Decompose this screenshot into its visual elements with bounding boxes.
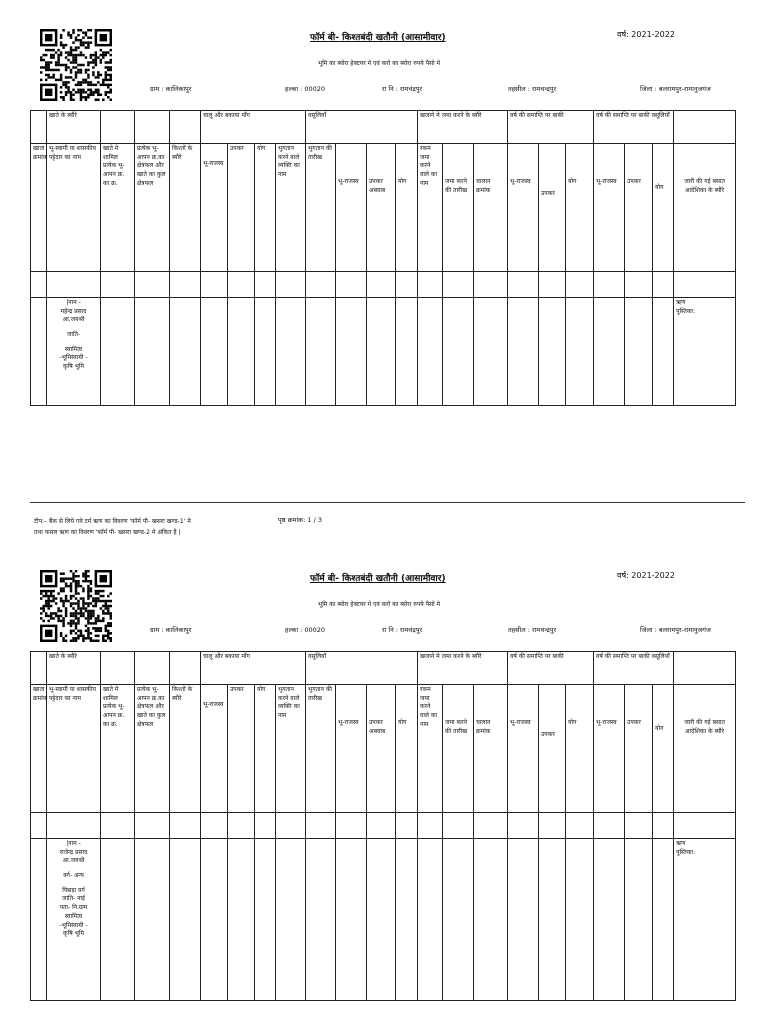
owner-details-cell — [47, 839, 101, 1001]
owner-line: -भूमिस्वामी - — [59, 921, 88, 929]
col-land-revenue: भू-राजस्व — [201, 685, 228, 813]
owner-line: |नाम - — [66, 299, 81, 306]
form-section — [0, 565, 768, 1025]
remarks-cell — [674, 298, 736, 406]
year-label: वर्ष: 2021-2022 — [617, 30, 675, 39]
remarks-line: पुस्तिका: — [676, 307, 695, 315]
col-depositor: रकम जमा करने वाले का नाम — [418, 685, 443, 813]
form-subtitle: भूमि का ब्योरा हेक्टयर मे एवं करो का ब्योरा रुपये पैसो मे — [318, 60, 441, 67]
col-rec-cess: उपकर अबवाब — [367, 685, 396, 813]
col-khata-no: खाता क्रमांक — [31, 685, 47, 813]
footnote-line-2: तथा फसल ऋण का विवरण 'फॉर्म पी- खसरा खण्ड-2 मे अंकित है | — [34, 529, 181, 537]
col-payment-date: भुगतान की तारीख — [306, 685, 336, 813]
col-plots: खाते मे शामिल प्रत्येक भू-आपन क्र. का क्र. — [101, 685, 135, 813]
owner-line: पता- नि.ग्राम — [59, 904, 88, 912]
group-khata-details: खाते के ब्यौरे — [47, 652, 101, 685]
col-plots: खाते मे शामिल प्रत्येक भू-आपन क्र. का क्र. — [101, 144, 135, 272]
form-subtitle: भूमि का ब्योरा हेक्टयर मे एवं करो का ब्योरा रुपये पैसो मे — [318, 601, 441, 608]
col-owner-name: भू-स्वामी या शासकीय पट्टेदार का नाम — [47, 144, 101, 272]
ra-ni-label: रा नि : रामचंद्रपुर — [382, 85, 423, 93]
col-rec-total: योग — [396, 685, 418, 813]
col-rec-total: योग — [396, 144, 418, 272]
owner-line: राजेन्द्र प्रसाद — [59, 848, 88, 856]
col-rec-land-revenue: भू-राजस्व — [336, 144, 367, 272]
table-row — [31, 839, 736, 1001]
khatauni-table — [30, 651, 736, 1001]
year-label: वर्ष: 2021-2022 — [617, 571, 675, 580]
col-area: प्रत्येक भू-आपन क्र.का क्षेत्रफल और खाते का कुल क्षेत्रफल — [135, 144, 170, 272]
group-current-demand: चालू और बकाया माँग — [201, 111, 306, 144]
owner-line: आ.जयश्री — [62, 857, 85, 865]
form-section — [0, 24, 768, 484]
group-recoveries: वसूलियाँ — [306, 111, 418, 144]
col-total: योग — [255, 144, 276, 272]
tehsil-label: तहसील : रामचन्द्रपुर — [508, 85, 557, 93]
remarks-line: ऋण — [676, 840, 686, 847]
col-rec2-cess: उपकर — [625, 144, 653, 272]
column-header-row — [31, 144, 736, 272]
owner-line: जाति- नाई — [62, 895, 85, 903]
col-area: प्रत्येक भू-आपन क्र.का क्षेत्रफल और खाते का कुल क्षेत्रफल — [135, 685, 170, 813]
col-depositor: रकम जमा करने वाले का नाम — [418, 144, 443, 272]
qr-code — [40, 29, 112, 101]
group-treasury-deposit: खजाने मे जमा करने के ब्यौरे — [418, 652, 508, 685]
owner-line: |नाम - — [66, 840, 81, 847]
col-rec-land-revenue: भू-राजस्व — [336, 685, 367, 813]
col-bal-total: योग — [566, 144, 594, 272]
page-divider — [30, 502, 745, 503]
col-bal-land-revenue: भू-राजस्व — [508, 144, 539, 272]
owner-line: आ.जयश्री — [62, 316, 85, 324]
owner-line: जाति- — [66, 331, 81, 339]
group-treasury-deposit: खजाने मे जमा करने के ब्यौरे — [418, 111, 508, 144]
col-bal-cess: उपकर — [539, 144, 566, 272]
col-cess: उपकर — [228, 144, 255, 272]
remarks-cell — [674, 839, 736, 1001]
owner-line: स्वामित्व — [64, 912, 83, 920]
spacer-row — [31, 813, 736, 839]
form-title: फॉर्म बी- किश्तबंदी खतौनी (आसामीवार) — [310, 33, 446, 43]
group-recoveries: वसूलियाँ — [306, 652, 418, 685]
owner-line: स्वामित्व — [64, 345, 83, 353]
halka-label: हल्का : 00020 — [285, 626, 326, 634]
footnote — [34, 516, 191, 539]
district-label: जिला : बलरामपुर-रामानुजगंज — [640, 85, 711, 93]
col-orders: जारी की गई बसात आदेशिका के ब्यौरे — [674, 685, 736, 813]
group-year-end-balance: वर्ष की समाप्ति पर बाकी — [508, 652, 594, 685]
village-label: ग्राम : कालिकापुर — [150, 626, 192, 634]
halka-label: हल्का : 00020 — [285, 85, 326, 93]
col-deposit-date: जमा करने की तारीख — [443, 685, 474, 813]
footnote-line-1: टीप:– बैंक से लिये गये टर्म ऋण का विवरण 'फॉर्म पी- खसरा खण्ड-1' मे — [34, 518, 191, 525]
col-challan-no: चालान क्रमांक — [474, 685, 508, 813]
col-cess: उपकर — [228, 685, 255, 813]
col-installments: किश्तों के ब्यौरे — [170, 685, 201, 813]
col-rec2-land-revenue: भू-राजस्व — [594, 685, 625, 813]
group-year-end-balance: वर्ष की समाप्ति पर बाकी — [508, 111, 594, 144]
col-khata-no: खाता क्रमांक — [31, 144, 47, 272]
col-rec2-cess: उपकर — [625, 685, 653, 813]
col-installments: किश्तों के ब्यौरे — [170, 144, 201, 272]
col-bal-cess: उपकर — [539, 685, 566, 813]
group-khata-details: खाते के ब्यौरे — [47, 111, 101, 144]
column-header-row — [31, 685, 736, 813]
col-payer-name: भुगतान करने वाले व्यक्ति का नाम — [276, 144, 306, 272]
col-rec2-land-revenue: भू-राजस्व — [594, 144, 625, 272]
group-year-end-recoveries: वर्ष की समाप्ति पर बाकी वसूलियाँ — [594, 652, 674, 685]
col-rec2-total: योग — [653, 144, 674, 272]
table-row — [31, 298, 736, 406]
col-bal-land-revenue: भू-राजस्व — [508, 685, 539, 813]
owner-details-cell — [47, 298, 101, 406]
owner-line: कृषि भूमि — [63, 930, 84, 938]
col-bal-total: योग — [566, 685, 594, 813]
owner-line: -भूमिस्वामी - — [59, 354, 88, 362]
col-deposit-date: जमा करने की तारीख — [443, 144, 474, 272]
col-rec2-total: योग — [653, 685, 674, 813]
group-current-demand: चालू और बकाया माँग — [201, 652, 306, 685]
page-number: पृष्ठ क्रमांक: 1 / 3 — [278, 516, 322, 524]
col-orders: जारी की गई बसात आदेशिका के ब्यौरे — [674, 144, 736, 272]
remarks-line: पुस्तिका: — [676, 848, 695, 856]
owner-line: वर्ग- अन्य — [63, 872, 84, 880]
owner-line: कृषि भूमि — [63, 363, 84, 371]
spacer-row — [31, 272, 736, 298]
group-year-end-recoveries: वर्ष की समाप्ति पर बाकी वसूलियाँ — [594, 111, 674, 144]
col-owner-name: भू-स्वामी या शासकीय पट्टेदार का नाम — [47, 685, 101, 813]
col-total: योग — [255, 685, 276, 813]
owner-line: महेन्द्र प्रसाद — [60, 307, 87, 315]
col-payer-name: भुगतान करने वाले व्यक्ति का नाम — [276, 685, 306, 813]
col-payment-date: भुगतान की तारीख — [306, 144, 336, 272]
tehsil-label: तहसील : रामचन्द्रपुर — [508, 626, 557, 634]
district-label: जिला : बलरामपुर-रामानुजगंज — [640, 626, 711, 634]
col-challan-no: चालान क्रमांक — [474, 144, 508, 272]
owner-line: पिछड़ा वर्ग — [62, 886, 85, 894]
khatauni-table — [30, 110, 736, 406]
village-label: ग्राम : कालिकापुर — [150, 85, 192, 93]
col-land-revenue: भू-राजस्व — [201, 144, 228, 272]
qr-code — [40, 570, 112, 642]
ra-ni-label: रा नि : रामचंद्रपुर — [382, 626, 423, 634]
col-rec-cess: उपकर अबवाब — [367, 144, 396, 272]
remarks-line: ऋण — [676, 299, 686, 306]
form-title: फॉर्म बी- किश्तबंदी खतौनी (आसामीवार) — [310, 574, 446, 584]
